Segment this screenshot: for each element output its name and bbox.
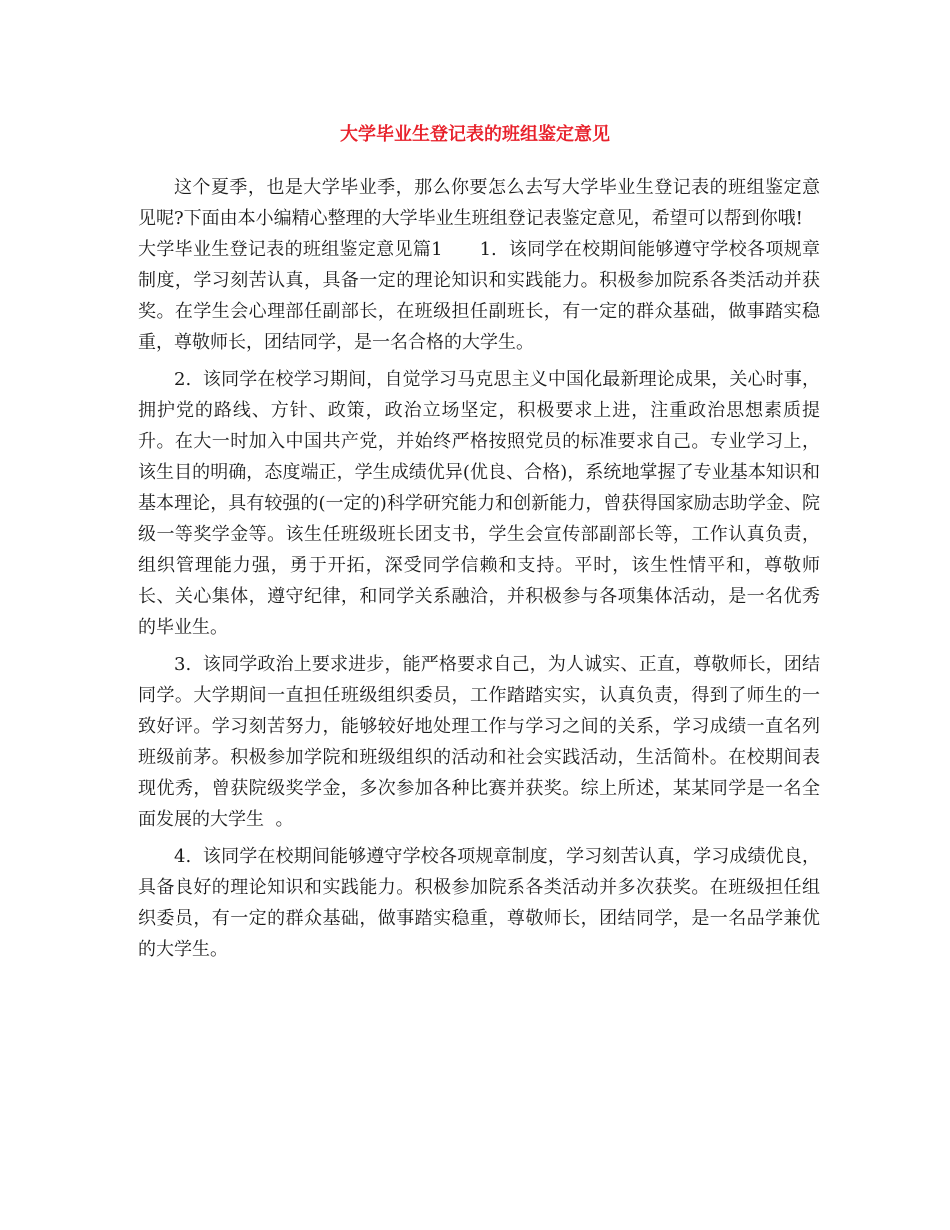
paragraph-4: 4. 该同学在校期间能够遵守学校各项规章制度，学习刻苦认真，学习成绩优良，具备良好的理论知识和实践能力。积极参加院系各类活动并多次获奖。在班级担任组织委员，有一定的群众基础，做事踏实稳重，尊敬师长，团结同学，是一名品学兼优的大学生。 xyxy=(138,846,820,960)
document-title: 大学毕业生登记表的班组鉴定意见 xyxy=(340,124,610,145)
paragraph-2: 2. 该同学在校学习期间，自觉学习马克思主义中国化最新理论成果，关心时事，拥护党的路线、方针、政策，政治立场坚定，积极要求上进，注重政治思想素质提升。在大一时加入中国共产党，并始终严格按照党员的标准要求自己。专业学习上，该生目的明确，态度端正，学生成绩优异(优良、合格)，系统地掌握了专业基本知识和基本理论，具有较强的(一定的)科学研究能力和创新能力，曾获得国家励志助学金、院级一等奖学金等。该生任班级班长团支书，学生会宣传部副部长等，工作认真负责，组织管理能力强，勇于开拓，深受同学信赖和支持。平时，该生性情平和，尊敬师长、关心集体，遵守纪律，和同学关系融洽，并积极参与各项集体活动，是一名优秀的毕业生。 xyxy=(138,369,820,638)
document-body xyxy=(138,172,820,965)
intro-paragraph: 这个夏季，也是大学毕业季，那么你要怎么去写大学毕业生登记表的班组鉴定意见呢?下面由本小编精心整理的大学毕业生班组登记表鉴定意见，希望可以帮到你哦! xyxy=(138,177,820,229)
paragraph-3: 3. 该同学政治上要求进步，能严格要求自己，为人诚实、正直，尊敬师长，团结同学。大学期间一直担任班级组织委员，工作踏踏实实，认真负责，得到了师生的一致好评。学习刻苦努力，能够较好地处理工作与学习之间的关系，学习成绩一直名列班级前茅。积极参加学院和班级组织的活动和社会实践活动，生活简朴。在校期间表现优秀，曾获院级奖学金，多次参加各种比赛并获奖。综上所述，某某同学是一名全面发展的大学生 。 xyxy=(138,654,820,830)
section-1-paragraph: 大学毕业生登记表的班组鉴定意见篇1 1. 该同学在校期间能够遵守学校各项规章制度，学习刻苦认真，具备一定的理论知识和实践能力。积极参加院系各类活动并获奖。在学生会心理部任副部长，在班级担任副班长，有一定的群众基础，做事踏实稳重，尊敬师长，团结同学，是一名合格的大学生。 xyxy=(138,239,820,353)
